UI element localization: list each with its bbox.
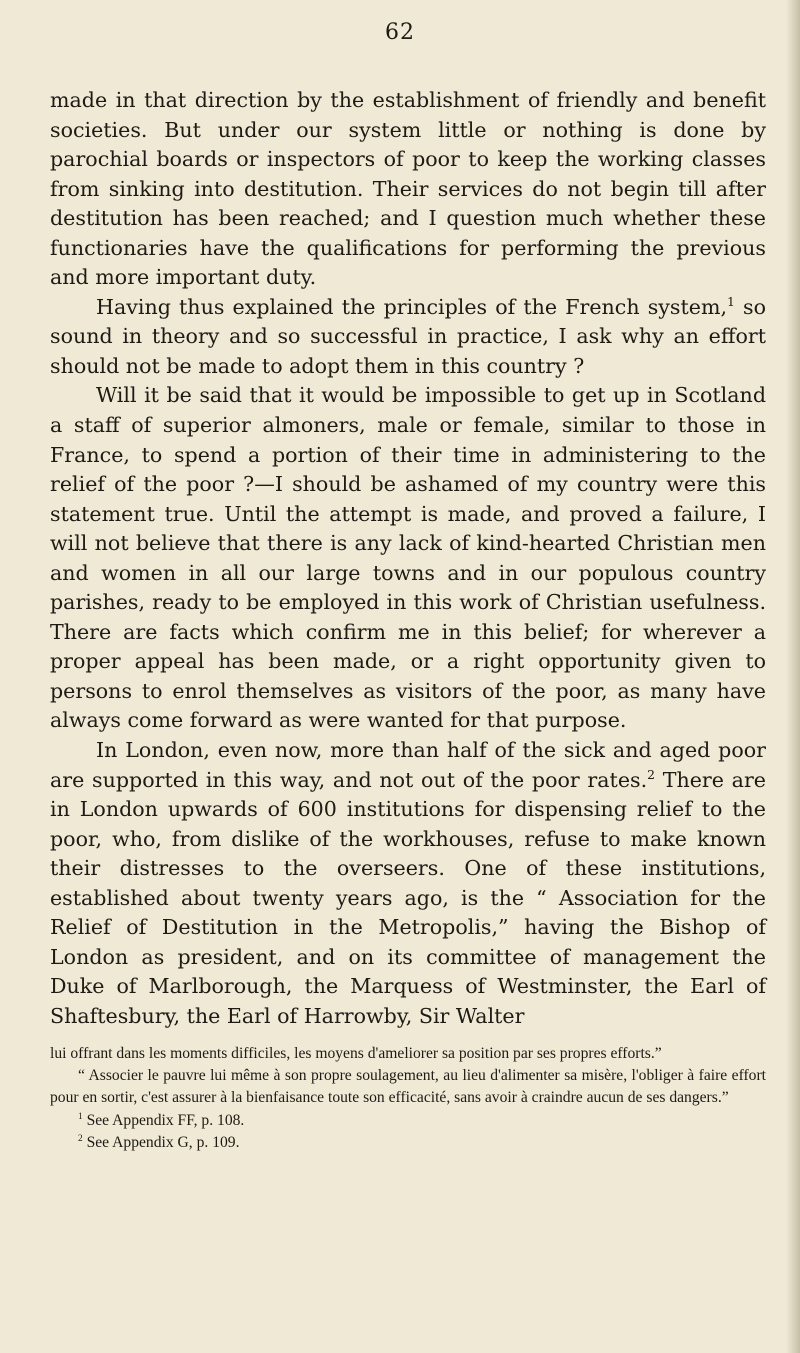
paragraph-2 bbox=[50, 293, 766, 382]
footnote-1 bbox=[50, 1110, 766, 1132]
paragraph-4-text-b: There are in London upwards of 600 institutions for dispensing relief to the poor, who, from dislike of the workhouses, refuse to make known their distresses to the overseers. One of these institutions, established about twenty years ago, is the “ Association for the Relief of Destitution in the Metropolis,” having the Bishop of London as president, and on its committee of management the Duke of Marlborough, the Marquess of Westminster, the Earl of Shaftesbury, the Earl of Harrowby, Sir Walter bbox=[50, 767, 766, 1028]
footnote-continuation: lui offrant dans les moments difficiles, les moyens d'ameliorer sa position par ses propres efforts.” bbox=[50, 1045, 662, 1062]
body-text bbox=[50, 86, 766, 1032]
footnote-ref-1: 1 bbox=[727, 294, 735, 309]
footnote-quote: “ Associer le pauvre lui même à son propre soulagement, au lieu d'alimenter sa misère, l'obliger à faire effort pour en sortir, c'est assurer à la bienfaisance toute son efficacité, sans avoir à craindre aucun de ses dangers.” bbox=[50, 1067, 766, 1107]
footnote-1-marker: 1 bbox=[78, 1111, 83, 1122]
footnote-ref-2: 2 bbox=[647, 767, 656, 782]
paragraph-3: Will it be said that it would be impossible to get up in Scotland a staff of superior almoners, male or female, similar to those in France, to spend a portion of their time in administering to the relief of the poor ?—I should be ashamed of my country were this statement true. Until the attempt is made, and proved a failure, I will not believe that there is any lack of kind-hearted Christian men and women in all our large towns and in our populous country parishes, ready to be employed in this work of Christian usefulness. There are facts which confirm me in this belief; for wherever a proper appeal has been made, or a right opportunity given to persons to enrol themselves as visitors of the poor, as many have always come forward as were wanted for that purpose. bbox=[50, 383, 766, 733]
paragraph-1: made in that direction by the establishment of friendly and benefit societies. But under our system little or nothing is done by parochial boards or inspectors of poor to keep the working classes from sinking into destitution. Their services do not begin till after destitution has been reached; and I question much whether these functionaries have the qualifications for performing the previous and more important duty. bbox=[50, 88, 766, 290]
page-edge-shadow bbox=[786, 0, 800, 1353]
paragraph-4-text-a: In London, even now, more than half of the sick and aged poor are supported in this way, and not out of the poor rates. bbox=[50, 738, 766, 792]
footnote-2-marker: 2 bbox=[78, 1133, 83, 1144]
page-number: 62 bbox=[385, 20, 415, 45]
footnotes bbox=[50, 1043, 766, 1154]
footnote-2 bbox=[50, 1132, 766, 1154]
paragraph-2-text-a: Having thus explained the principles of the French system, bbox=[96, 294, 728, 319]
paragraph-4 bbox=[50, 736, 766, 1031]
footnote-1-text: See Appendix FF, p. 108. bbox=[82, 1111, 245, 1129]
footnote-2-text: See Appendix G, p. 109. bbox=[82, 1133, 240, 1151]
paragraph-2-text-b: so sound in theory and so successful in practice, I ask why an effort should not be made to adopt them in this country ? bbox=[50, 294, 766, 378]
